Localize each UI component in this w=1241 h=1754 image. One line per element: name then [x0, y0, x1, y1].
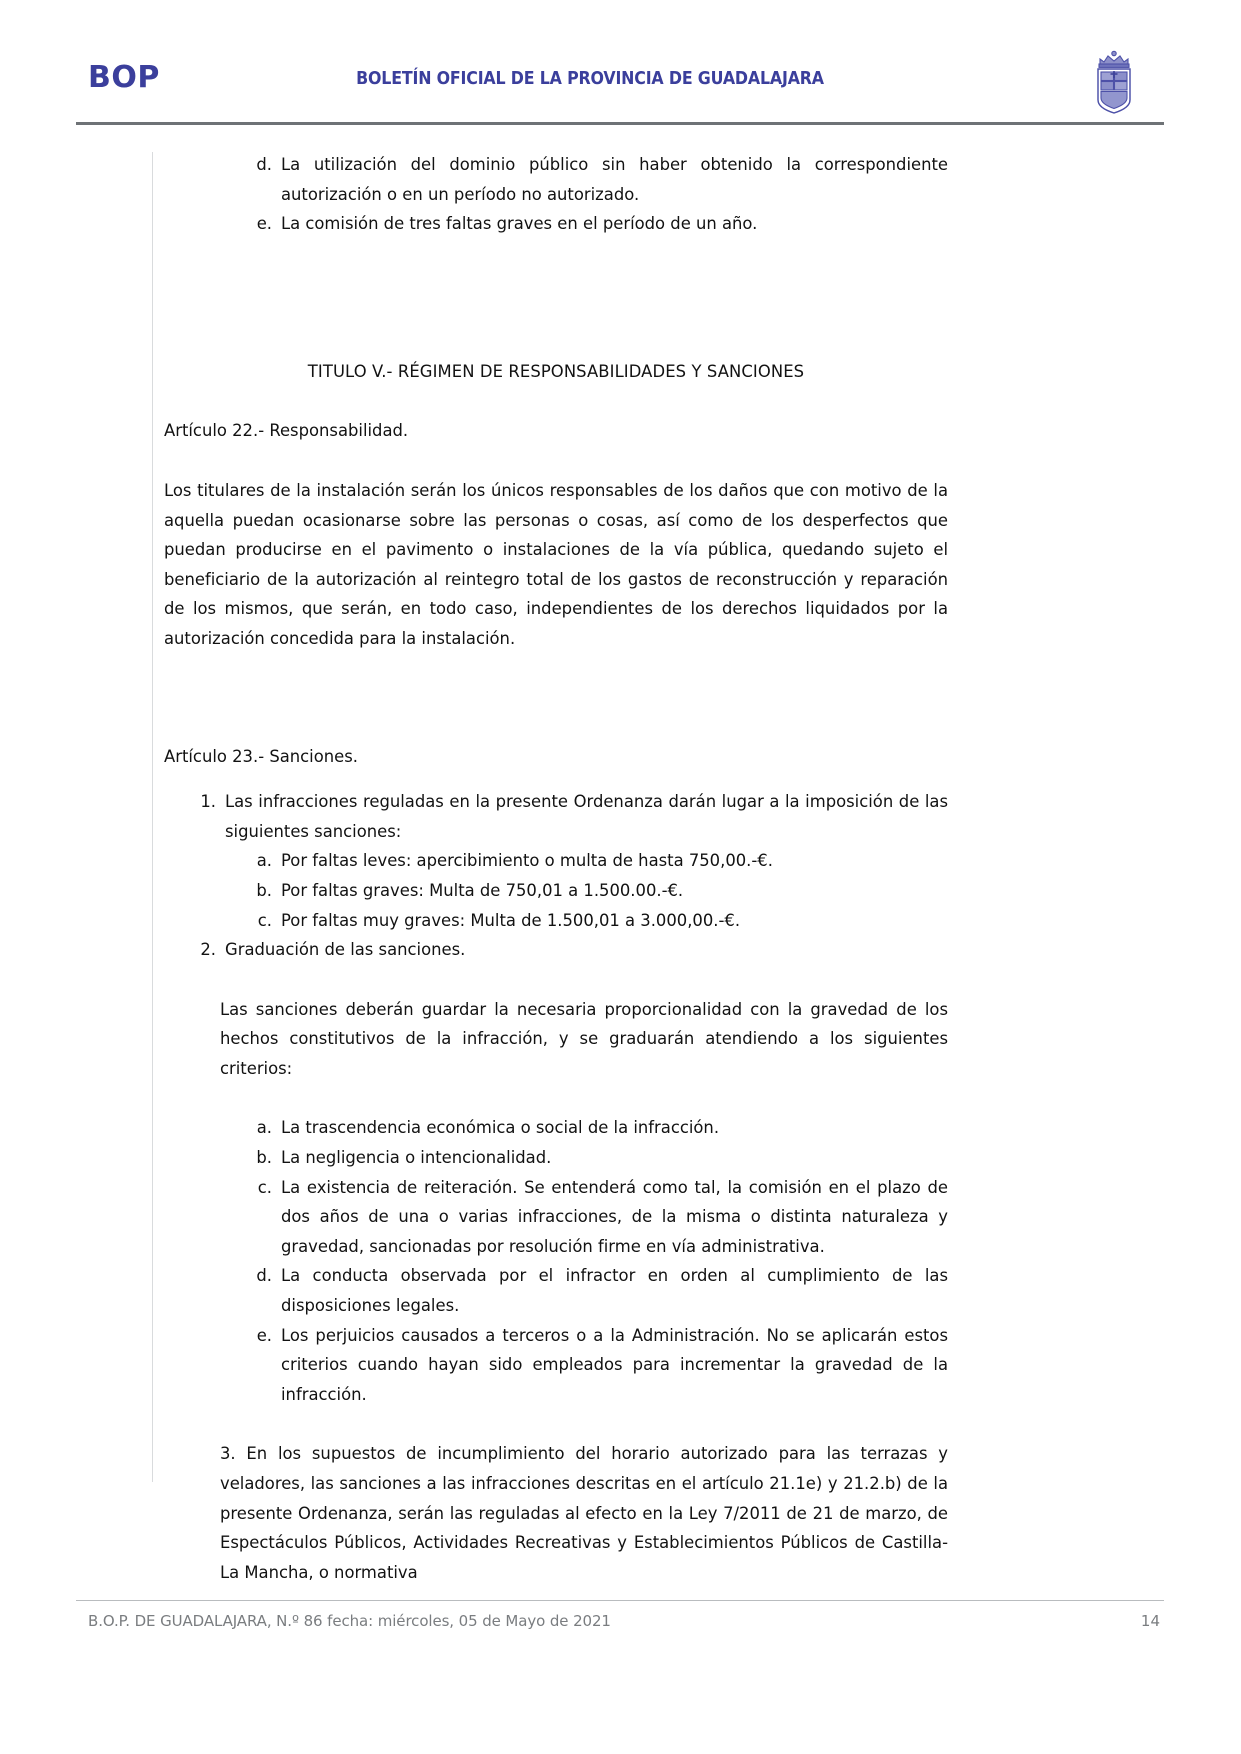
list-item-text: La conducta observada por el infractor en orden al cumplimiento de las disposiciones legales.	[281, 1266, 948, 1316]
list-item	[248, 1261, 948, 1320]
header-divider	[76, 122, 1164, 125]
document-body	[164, 150, 948, 1587]
list-item	[248, 906, 948, 936]
footer-page-number: 14	[1140, 1612, 1160, 1630]
spacer	[164, 654, 948, 742]
articulo-22-heading: Artículo 22.- Responsabilidad.	[164, 421, 409, 441]
list-item	[192, 787, 948, 846]
list-marker: e.	[256, 1325, 272, 1345]
list-item	[248, 209, 948, 239]
list-item	[248, 150, 948, 209]
list-marker: b.	[256, 1148, 272, 1168]
list-marker: c.	[257, 1177, 272, 1197]
list-marker: 2.	[200, 940, 216, 960]
list-marker: d.	[256, 155, 272, 174]
item-3-paragraph: 3. En los supuestos de incumplimiento del horario autorizado para las terrazas y veladores, las sanciones a las infracciones descritas en el artículo 21.1e) y 21.2.b) de la presente Ordenanza, serán las reguladas al efecto en la Ley 7/2011 de 21 de marzo, de Espectáculos Públicos, Actividades Recreativas y Establecimientos Públicos de Castilla-La Mancha, o normativa	[220, 1444, 948, 1582]
list-item	[248, 1143, 948, 1173]
list-item-text: Graduación de las sanciones.	[225, 940, 466, 960]
list-item	[248, 1173, 948, 1262]
list-marker: a.	[256, 851, 272, 871]
spacer	[164, 446, 948, 476]
spacer	[164, 386, 948, 416]
list-item-text: Por faltas leves: apercibimiento o multa de hasta 750,00.-€.	[281, 851, 773, 871]
list-item	[248, 846, 948, 876]
spacer	[164, 1409, 948, 1439]
left-margin-rule	[152, 152, 153, 1482]
graduacion-paragraph: Las sanciones deberán guardar la necesaria proporcionalidad con la gravedad de los hechos constitutivos de la infracción, y se graduarán atendiendo a los siguientes criterios:	[220, 999, 948, 1078]
continuation-list	[164, 150, 948, 239]
list-item-text: La comisión de tres faltas graves en el período de un año.	[281, 214, 758, 234]
list-item	[192, 935, 948, 965]
list-item-text: La utilización del dominio público sin haber obtenido la correspondiente autorización o en un período no autorizado.	[281, 155, 948, 204]
list-marker: c.	[257, 910, 272, 930]
list-item	[248, 1113, 948, 1143]
list-item-text: Los perjuicios causados a terceros o a la Administración. No se aplicarán estos criterios cuando hayan sido empleados para incrementar la gravedad de la infracción.	[281, 1325, 948, 1404]
list-marker: 1.	[200, 792, 216, 812]
footer-divider	[76, 1600, 1164, 1601]
coat-of-arms-icon	[1088, 48, 1140, 118]
page-title: BOLETÍN OFICIAL DE LA PROVINCIA DE GUADALAJARA	[356, 68, 824, 89]
articulo-23-heading: Artículo 23.- Sanciones.	[164, 746, 358, 766]
list-item-text: Por faltas graves: Multa de 750,01 a 1.500.00.-€.	[281, 880, 684, 900]
section-title-v: TITULO V.- RÉGIMEN DE RESPONSABILIDADES Y SANCIONES	[307, 361, 805, 381]
spacer	[164, 771, 948, 787]
list-item-text: La existencia de reiteración. Se entenderá como tal, la comisión en el plazo de dos años de una o varias infracciones, de la misma o distinta naturaleza y gravedad, sancionadas por resolución firme en vía administrativa.	[281, 1177, 948, 1256]
bop-logo: BOP	[88, 60, 160, 95]
spacer	[164, 965, 948, 995]
footer-publication-info: B.O.P. DE GUADALAJARA, N.º 86 fecha: miércoles, 05 de Mayo de 2021	[88, 1612, 611, 1630]
list-marker: e.	[256, 214, 272, 234]
list-item-text: Las infracciones reguladas en la presente Ordenanza darán lugar a la imposición de las siguientes sanciones:	[225, 792, 948, 841]
list-item-text: La trascendencia económica o social de la infracción.	[281, 1118, 720, 1138]
articulo-22-paragraph: Los titulares de la instalación serán los únicos responsables de los daños que con motivo de la aquella puedan ocasionarse sobre las personas o cosas, así como de los desperfectos que puedan producirse en el pavimento o instalaciones de la vía pública, quedando sujeto el beneficiario de la autorización al reintegro total de los gastos de reconstrucción y reparación de los mismos, que serán, en todo caso, independientes de los derechos liquidados por la autorización concedida para la instalación.	[164, 480, 948, 648]
list-item-text: La negligencia o intencionalidad.	[281, 1148, 552, 1168]
spacer	[164, 1083, 948, 1113]
page-header	[0, 0, 1241, 128]
list-marker: b.	[256, 880, 272, 900]
list-item	[248, 876, 948, 906]
list-marker: a.	[256, 1118, 272, 1138]
list-item-text: Por faltas muy graves: Multa de 1.500,01 a 3.000,00.-€.	[281, 910, 741, 930]
list-item	[248, 1321, 948, 1410]
list-marker: d.	[256, 1266, 272, 1286]
